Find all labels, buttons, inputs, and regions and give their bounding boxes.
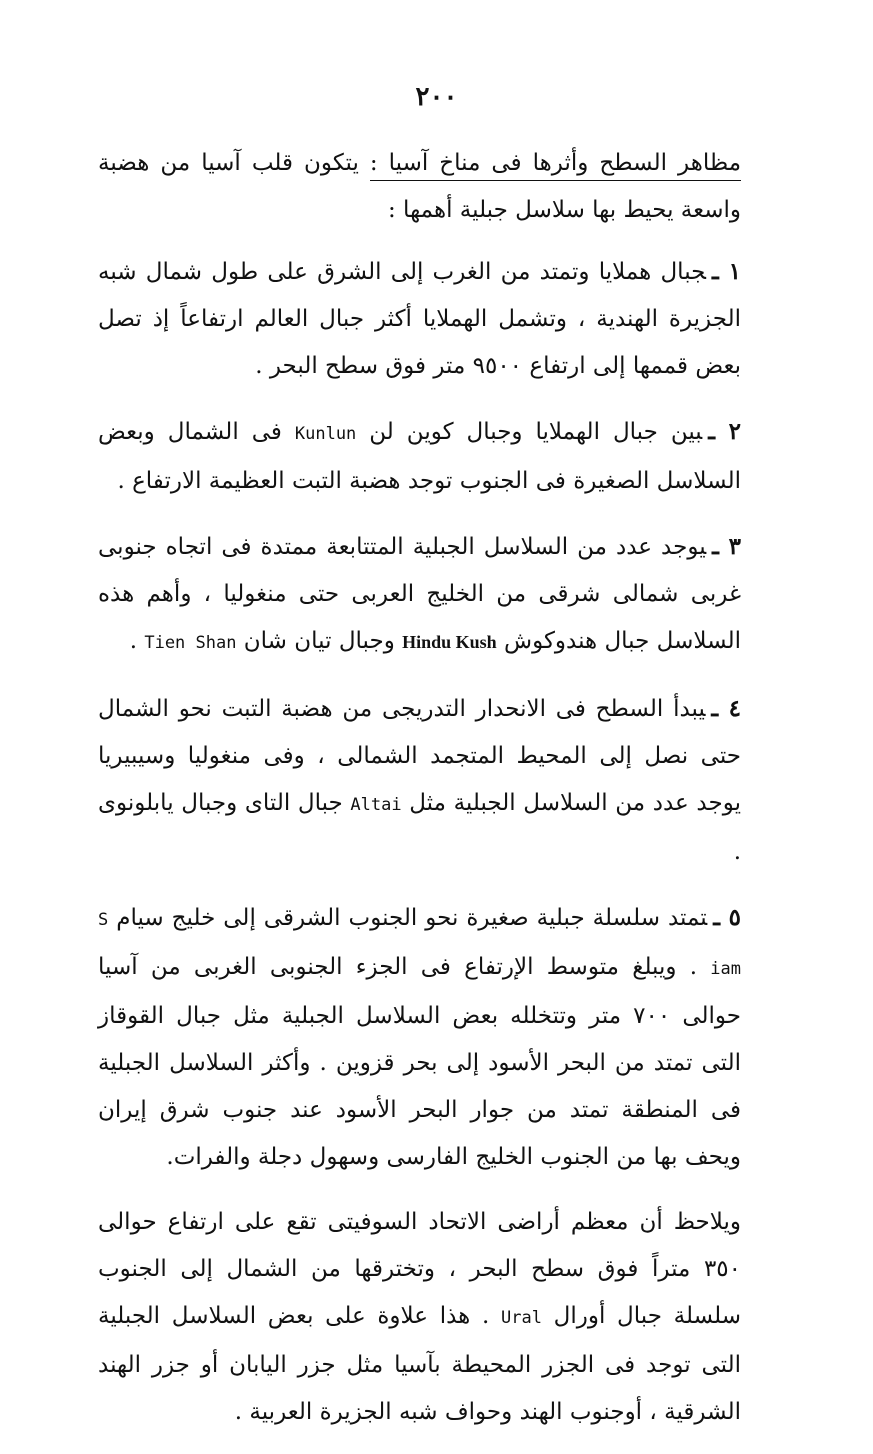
latin-term-ural: Ural	[501, 1308, 542, 1328]
page-number: ٢٠٠	[415, 82, 458, 112]
item-text: فى الشمال وبعض السلاسل الصغيرة فى الجنوب توجد هضبة التبت العظيمة الارتفاع .	[98, 419, 741, 494]
list-item-5	[98, 894, 741, 1181]
item-number: ٢ ـ	[708, 418, 742, 445]
latin-term-kunlun: Kunlun	[294, 424, 357, 444]
item-text: بين جبال الهملايا وجبال كوين لن	[369, 419, 703, 445]
section-heading: مظاهر السطح وأثرها فى مناخ آسيا :	[370, 150, 741, 181]
intro-paragraph	[98, 140, 741, 234]
item-text: يبدأ السطح فى الانحدار التدريجى من هضبة التبت نحو الشمال حتى نصل إلى المحيط المتجمد الشمالى ، وفى منغوليا وسيبيريا يوجد عدد من السلاسل الجبلية مثل	[98, 696, 742, 816]
item-text: يوجد عدد من السلاسل الجبلية المتتابعة ممتدة فى اتجاه جنوبى غربى شمالى شرقى من الخليج العربى حتى منغوليا ، وأهم هذه السلاسل جبال هندوكوش	[98, 534, 741, 654]
item-number: ١ ـ	[711, 258, 741, 285]
item-text: جبال التاى وجبال يابلونوى .	[98, 790, 741, 865]
item-number: ٥ ـ	[713, 904, 742, 931]
item-number: ٤ ـ	[711, 695, 741, 722]
intro-text: يتكون قلب آسيا من هضبة واسعة يحيط بها سلاسل جبلية أهمها :	[98, 150, 741, 223]
list-item-4	[98, 685, 741, 876]
latin-term-altai: Altai	[350, 795, 402, 815]
item-number: ٣ ـ	[712, 533, 741, 560]
latin-term-hindu-kush: Hindu Kush	[402, 632, 497, 652]
list-item-2	[98, 408, 741, 505]
item-text: تمتد سلسلة جبلية صغيرة نحو الجنوب الشرقى إلى خليج سيام	[116, 905, 708, 931]
body-text	[98, 140, 741, 1454]
latin-term-tien-shan: Tien Shan	[144, 633, 237, 653]
item-text: وجبال تيان شان	[243, 628, 395, 654]
latin-term-siam: S iam	[98, 910, 741, 979]
closing-text: ويلاحظ أن معظم أراضى الاتحاد السوفيتى تقع على ارتفاع حوالى ٣٥٠ متراً فوق سطح البحر ، وتخترقها من الشمال إلى الجنوب سلسلة جبال أورال	[98, 1209, 741, 1329]
item-text: .	[129, 628, 138, 654]
list-item-1	[98, 248, 741, 390]
closing-text: . هذا علاوة على بعض السلاسل الجبلية التى توجد فى الجزر المحيطة بآسيا مثل جزر اليابان أو جزر الهند الشرقية ، أوجنوب الهند وحواف شبه الجزيرة العربية .	[98, 1303, 741, 1425]
item-text: جبال هملايا وتمتد من الغرب إلى الشرق على طول شمال شبه الجزيرة الهندية ، وتشمل الهملايا أكثر جبال العالم ارتفاعاً إذ تصل بعض قممها إلى ارتفاع ٩٥٠٠ متر فوق سطح البحر .	[98, 259, 741, 379]
item-text: . ويبلغ متوسط الإرتفاع فى الجزء الجنوبى الغربى من آسيا حوالى ٧٠٠ متر وتتخلله بعض السلاسل الجبلية مثل جبال القوقاز التى تمتد من البحر الأسود إلى بحر قزوين . وأكثر السلاسل الجبلية فى المنطقة تمتد من جوار البحر الأسود عند جنوب شرق إيران ويحف بها من الجنوب الخليج الفارسى وسهول دجلة والفرات.	[98, 954, 741, 1170]
list-item-3	[98, 523, 741, 667]
closing-paragraph	[98, 1199, 741, 1436]
